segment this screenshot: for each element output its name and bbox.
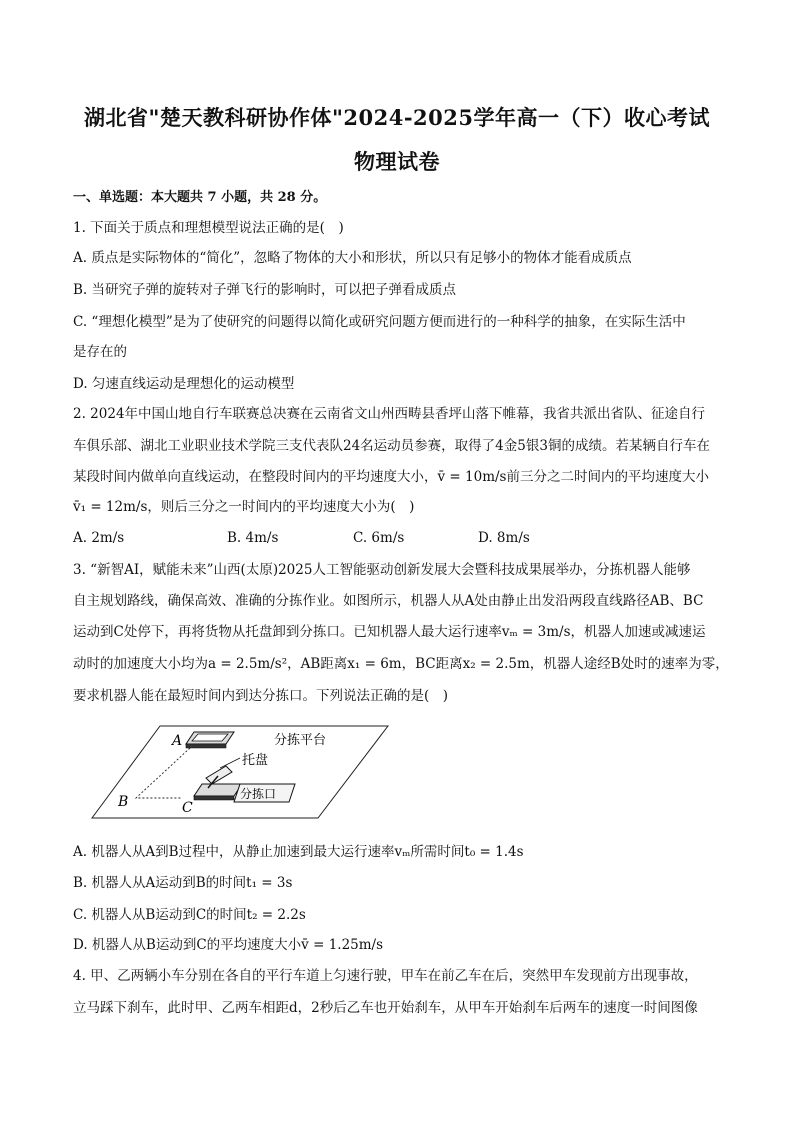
question-2-option-b: B. 4m/s — [227, 530, 279, 546]
question-2-line4: v̄₁ = 12m/s，则后三分之一时间内的平均速度大小为( ) — [73, 499, 415, 515]
question-2-option-a: A. 2m/s — [73, 530, 125, 546]
question-1-stem: 1. 下面关于质点和理想模型说法正确的是( ) — [73, 220, 344, 236]
exam-title: 湖北省"楚天教科研协作体"2024-2025学年高一（下）收心考试 — [84, 105, 710, 130]
question-3-line2: 自主规划路线，确保高效、准确的分拣作业。如图所示，机器人从A处由静止出发沿两段直线路径AB、BC — [73, 593, 704, 609]
question-3-line5: 要求机器人能在最短时间内到达分拣口。下列说法正确的是( ) — [73, 688, 449, 704]
robot-at-a — [186, 732, 234, 748]
section-heading: 一、单选题：本大题共 7 小题，共 28 分。 — [73, 190, 327, 205]
exam-subtitle: 物理试卷 — [354, 149, 440, 174]
question-3-line3: 运动到C处停下，再将货物从托盘卸到分拣口。已知机器人最大运行速率vₘ = 3m/s，机器人加速或减速运 — [73, 624, 706, 640]
tray-label: 托盘 — [242, 753, 269, 768]
question-2-line1: 2. 2024年中国山地自行车联赛总决赛在云南省文山州西畴县香坪山落下帷幕，我省共派出省队、征途自行 — [73, 406, 706, 422]
platform-label: 分拣平台 — [274, 733, 327, 748]
question-3-option-a: A. 机器人从A到B过程中，从静止加速到最大运行速率vₘ所需时间t₀ = 1.4s — [73, 844, 524, 860]
question-3-line1: 3. “新智AI，赋能未来”山西(太原)2025人工智能驱动创新发展大会暨科技成果展举办，分拣机器人能够 — [73, 562, 691, 578]
question-1-option-a: A. 质点是实际物体的“简化”，忽略了物体的大小和形状，所以只有足够小的物体才能看成质点 — [73, 250, 632, 266]
point-c-label: C — [182, 800, 193, 816]
question-2-line2: 车俱乐部、湖北工业职业技术学院三支代表队24名运动员参赛，取得了4金5银3铜的成绩。若某辆自行车在 — [73, 438, 710, 454]
tray-leader-line — [220, 758, 240, 768]
question-4-line1: 4. 甲、乙两辆小车分别在各自的平行车道上匀速行驶，甲车在前乙车在后，突然甲车发现前方出现事故， — [73, 968, 698, 984]
robot-path — [136, 748, 190, 798]
point-a-label: A — [172, 733, 183, 749]
question-1-option-c-line1: C. “理想化模型”是为了使研究的问题得以简化或研究问题方便而进行的一种科学的抽象，在实际生活中 — [73, 314, 686, 330]
question-2-option-c: C. 6m/s — [353, 530, 405, 546]
question-1-option-b: B. 当研究子弹的旋转对子弹飞行的影响时，可以把子弹看成质点 — [73, 282, 457, 298]
point-b-label: B — [118, 794, 129, 810]
sorting-robot-figure — [90, 722, 390, 822]
question-1-option-c-line2: 是存在的 — [73, 344, 127, 360]
question-2-option-d: D. 8m/s — [478, 530, 530, 546]
question-3-line4: 动时的加速度大小均为a = 2.5m/s²，AB距离x₁ = 6m，BC距离x₂ = 2.5m，机器人途经B处时的速率为零， — [73, 656, 729, 672]
question-3-option-b: B. 机器人从A运动到B的时间t₁ = 3s — [73, 875, 293, 891]
outlet-label: 分拣口 — [240, 787, 277, 801]
question-2-line3: 某段时间内做单向直线运动，在整段时间内的平均速度大小，v̄ = 10m/s前三分之二时间内的平均速度大小 — [73, 469, 709, 485]
question-3-option-d: D. 机器人从B运动到C的平均速度大小v̄ = 1.25m/s — [73, 937, 384, 953]
robot-at-c — [194, 766, 242, 800]
sorting-platform-outline — [92, 726, 388, 818]
question-3-option-c: C. 机器人从B运动到C的时间t₂ = 2.2s — [73, 907, 306, 923]
question-4-line2: 立马踩下刹车，此时甲、乙两车相距d，2秒后乙车也开始刹车，从甲车开始刹车后两车的速度一时间图像 — [73, 1000, 698, 1016]
question-1-option-d: D. 匀速直线运动是理想化的运动模型 — [73, 376, 295, 392]
